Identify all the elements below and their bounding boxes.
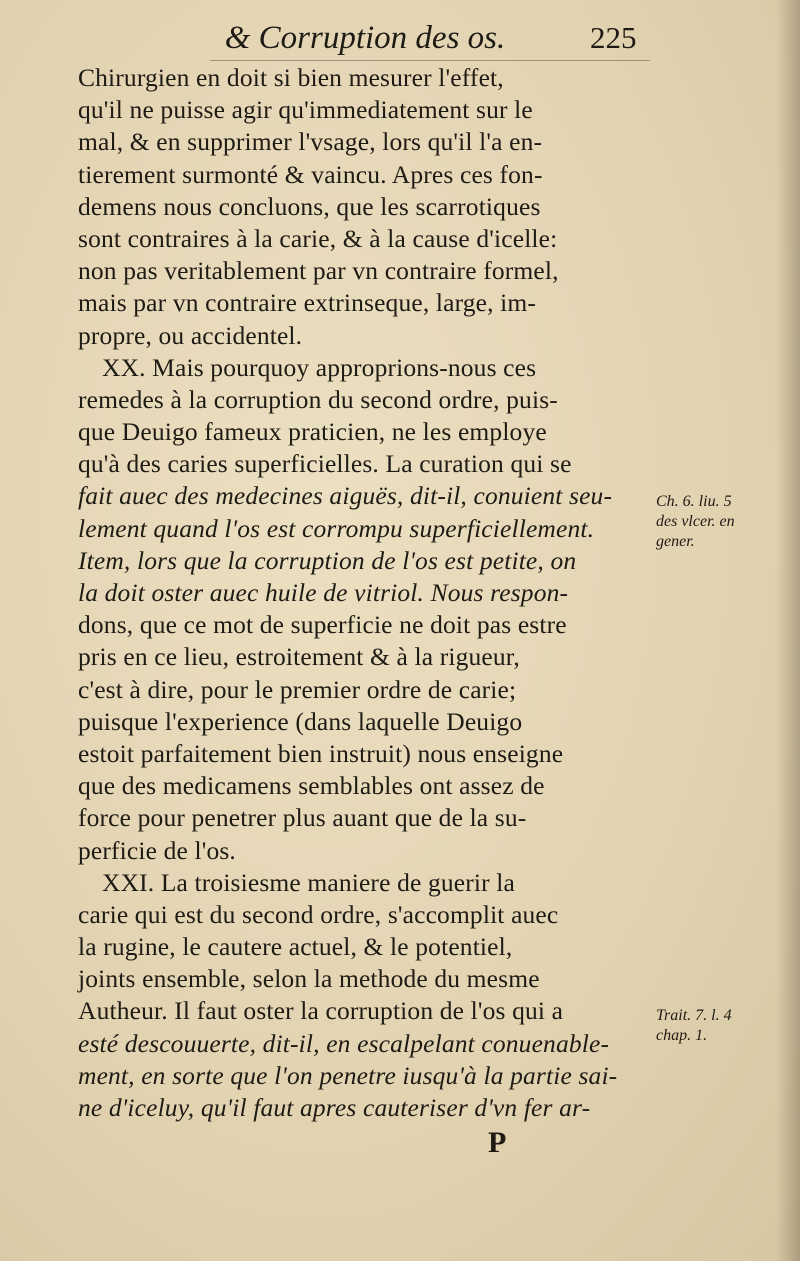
text-line: esté descouuerte, dit-il, en escalpelant conuenable- — [78, 1028, 610, 1058]
margin-note-line: chap. 1. — [656, 1027, 708, 1044]
text-line: force pour penetrer plus auant que de la su- — [78, 803, 527, 833]
text-line: lement quand l'os est corrompu superficiellement. — [78, 513, 595, 543]
margin-note-line: des vlcer. en — [656, 513, 735, 530]
margin-note-line: gener. — [656, 533, 695, 550]
text-line: perficie de l'os. — [78, 835, 236, 865]
page-edge-shadow — [776, 0, 800, 1261]
text-line: carie qui est du second ordre, s'accomplit auec — [78, 899, 559, 929]
text-line: la doit oster auec huile de vitriol. Nous respon- — [78, 578, 569, 607]
text-line: propre, ou accidentel. — [78, 320, 303, 350]
text-line: que Deuigo fameux praticien, ne les employe — [78, 417, 547, 447]
margin-note-2 — [656, 1006, 786, 1046]
text-line: fait auec des medecines aiguës, dit-il, conuient seu- — [78, 481, 613, 511]
text-line: sont contraires à la carie, & à la cause d'icelle: — [78, 223, 558, 253]
text-line: ment, en sorte que l'on penetre iusqu'à la partie sai- — [78, 1060, 618, 1090]
text-line: demens nous concluons, que les scarrotiques — [78, 191, 541, 221]
margin-note-line: Trait. 7. l. 4 — [656, 1007, 732, 1024]
page-number: 225 — [590, 20, 637, 55]
running-title: & Corruption des os. — [224, 20, 506, 56]
text-line: Autheur. Il faut oster la corruption de l'os qui a — [78, 996, 564, 1026]
text-line: dons, que ce mot de superficie ne doit pas estre — [78, 610, 567, 640]
text-line: la rugine, le cautere actuel, & le potentiel, — [78, 932, 513, 962]
text-line: qu'à des caries superficielles. La curation qui se — [78, 449, 572, 479]
text-line: non pas veritablement par vn contraire formel, — [78, 256, 559, 286]
page-header — [0, 14, 800, 64]
margin-note-1 — [656, 492, 786, 552]
header-rule — [210, 60, 650, 61]
margin-note-line: Ch. 6. liu. 5 — [656, 493, 732, 510]
text-line: XX. Mais pourquoy approprions-nous ces — [102, 352, 537, 382]
text-line: que des medicamens semblables ont assez de — [78, 771, 545, 801]
text-line: pris en ce lieu, estroitement & à la rigueur, — [78, 642, 520, 672]
text-line: mal, & en supprimer l'vsage, lors qu'il l'a en- — [78, 127, 543, 157]
text-line: c'est à dire, pour le premier ordre de carie; — [78, 674, 517, 704]
text-line: puisque l'experience (dans laquelle Deuigo — [78, 706, 523, 736]
text-line: mais par vn contraire extrinseque, large, im- — [78, 288, 537, 318]
text-line: ne d'iceluy, qu'il faut apres cauteriser d'vn fer ar- — [78, 1093, 591, 1122]
signature-mark: P — [488, 1126, 507, 1159]
text-line: XXI. La troisiesme maniere de guerir la — [102, 867, 515, 897]
text-line: joints ensemble, selon la methode du mesme — [78, 964, 540, 994]
text-line: remedes à la corruption du second ordre, puis- — [78, 384, 558, 414]
text-line: tierement surmonté & vaincu. Apres ces fon- — [78, 159, 543, 189]
text-line: estoit parfaitement bien instruit) nous enseigne — [78, 738, 564, 768]
text-line: Item, lors que la corruption de l'os est petite, on — [78, 545, 577, 575]
text-line: qu'il ne puisse agir qu'immediatement sur le — [78, 95, 533, 125]
body-text — [78, 62, 650, 1124]
text-line: Chirurgien en doit si bien mesurer l'effet, — [78, 63, 504, 92]
